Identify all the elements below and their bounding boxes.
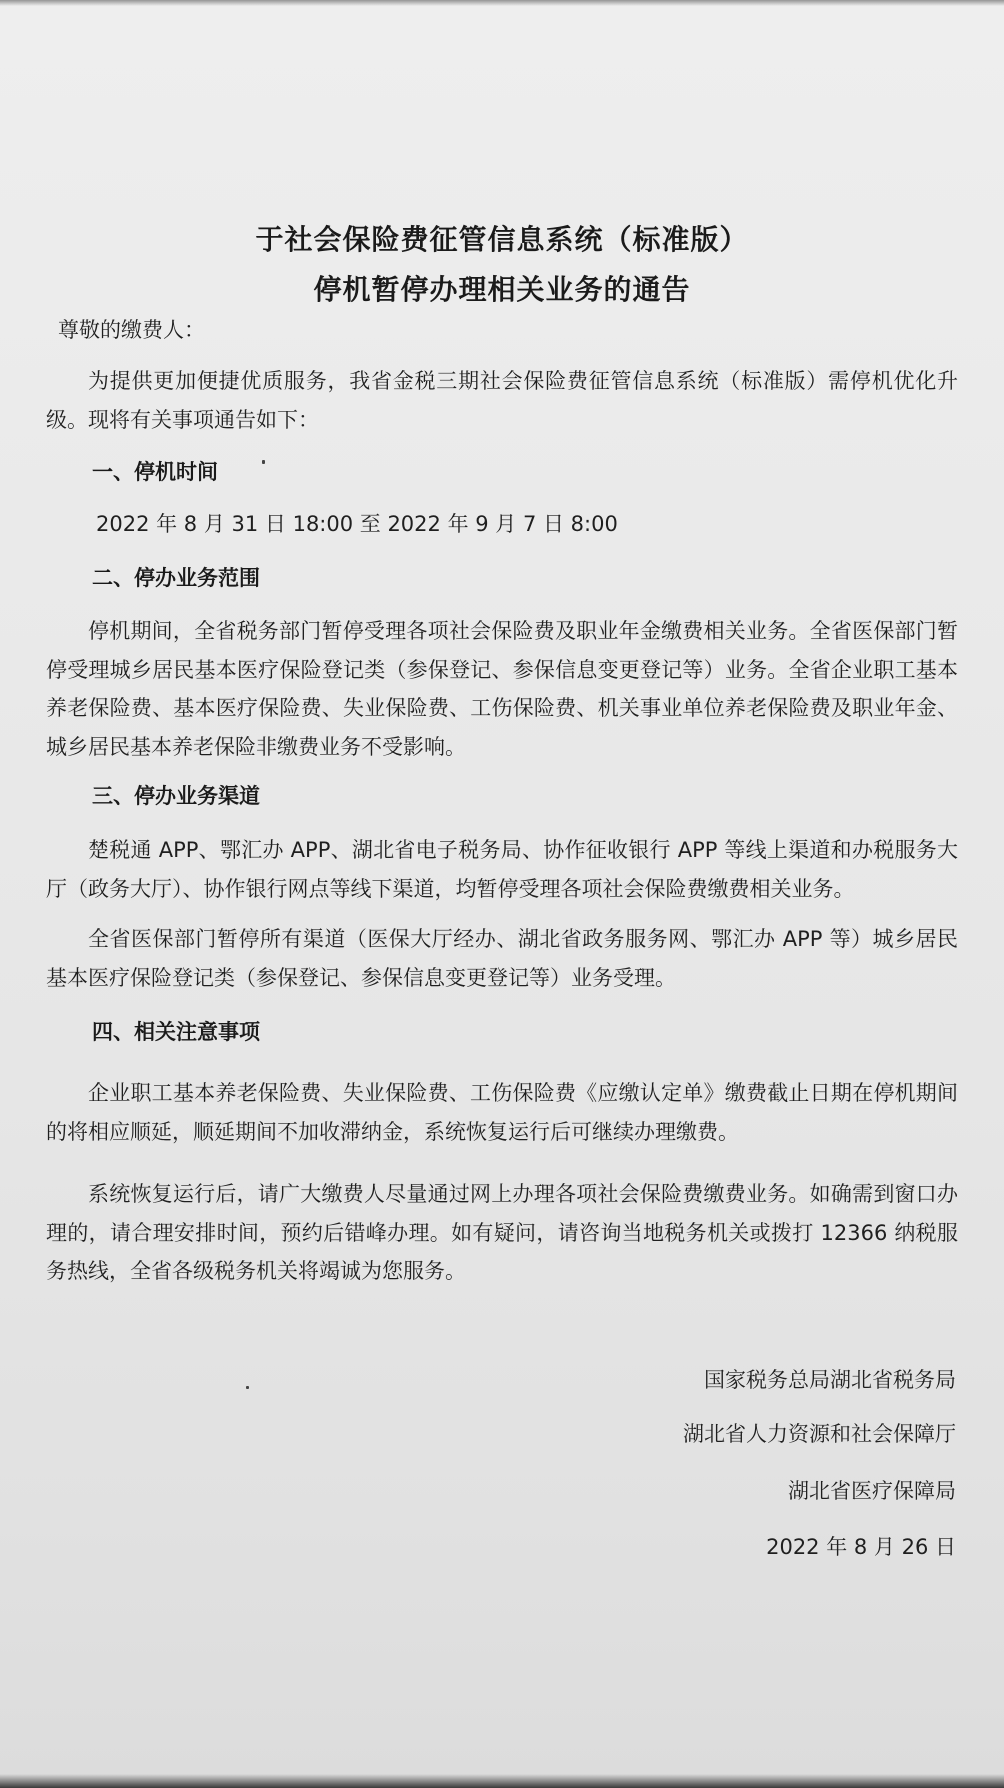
channels-paragraph-2: 全省医保部门暂停所有渠道（医保大厅经办、湖北省政务服务网、鄂汇办 APP 等）城乡居民基本医疗保险登记类（参保登记、参保信息变更登记等）业务受理。 bbox=[46, 927, 958, 990]
section-heading-scope: 二、停办业务范围 bbox=[92, 566, 260, 590]
intro-paragraph: 为提供更加便捷优质服务，我省金税三期社会保险费征管信息系统（标准版）需停机优化升级。现将有关事项通告如下： bbox=[46, 369, 958, 432]
document-title-line2: 停机暂停办理相关业务的通告 bbox=[313, 273, 691, 306]
section-heading-notes: 四、相关注意事项 bbox=[92, 1020, 260, 1044]
downtime-period: 2022 年 8 月 31 日 18:00 至 2022 年 9 月 7 日 8:00 bbox=[96, 512, 618, 536]
signature-tax-bureau: 国家税务总局湖北省税务局 bbox=[704, 1368, 956, 1392]
section-heading-channels: 三、停办业务渠道 bbox=[92, 784, 260, 808]
document-date: 2022 年 8 月 26 日 bbox=[766, 1535, 956, 1559]
channels-paragraph-1: 楚税通 APP、鄂汇办 APP、湖北省电子税务局、协作征收银行 APP 等线上渠道和办税服务大厅（政务大厅）、协作银行网点等线下渠道，均暂停受理各项社会保险费缴费相关业务。 bbox=[46, 838, 958, 901]
signature-medical-security-bureau: 湖北省医疗保障局 bbox=[788, 1479, 956, 1503]
salutation: 尊敬的缴费人： bbox=[58, 318, 205, 342]
signature-hr-department: 湖北省人力资源和社会保障厅 bbox=[683, 1422, 956, 1446]
notes-paragraph-1: 企业职工基本养老保险费、失业保险费、工伤保险费《应缴认定单》缴费截止日期在停机期间的将相应顺延，顺延期间不加收滞纳金，系统恢复运行后可继续办理缴费。 bbox=[46, 1081, 958, 1144]
scope-paragraph: 停机期间，全省税务部门暂停受理各项社会保险费及职业年金缴费相关业务。全省医保部门暂停受理城乡居民基本医疗保险登记类（参保登记、参保信息变更登记等）业务。全省企业职工基本养老保险费、基本医疗保险费、失业保险费、工伤保险费、机关事业单位养老保险费及职业年金、城乡居民基本养老保险非缴费业务不受影响。 bbox=[46, 619, 958, 759]
section-heading-downtime: 一、停机时间 bbox=[92, 460, 218, 484]
document-title-line1: 于社会保险费征管信息系统（标准版） bbox=[255, 223, 749, 256]
page-bottom-shadow bbox=[0, 1774, 1004, 1788]
paper-speck bbox=[262, 460, 265, 464]
notes-paragraph-2: 系统恢复运行后，请广大缴费人尽量通过网上办理各项社会保险费缴费业务。如确需到窗口办理的，请合理安排时间，预约后错峰办理。如有疑问，请咨询当地税务机关或拨打 12366 纳税服务热线，全省各级税务机关将竭诚为您服务。 bbox=[46, 1182, 958, 1283]
paper-speck bbox=[246, 1386, 249, 1389]
page-top-shadow bbox=[0, 0, 1004, 6]
